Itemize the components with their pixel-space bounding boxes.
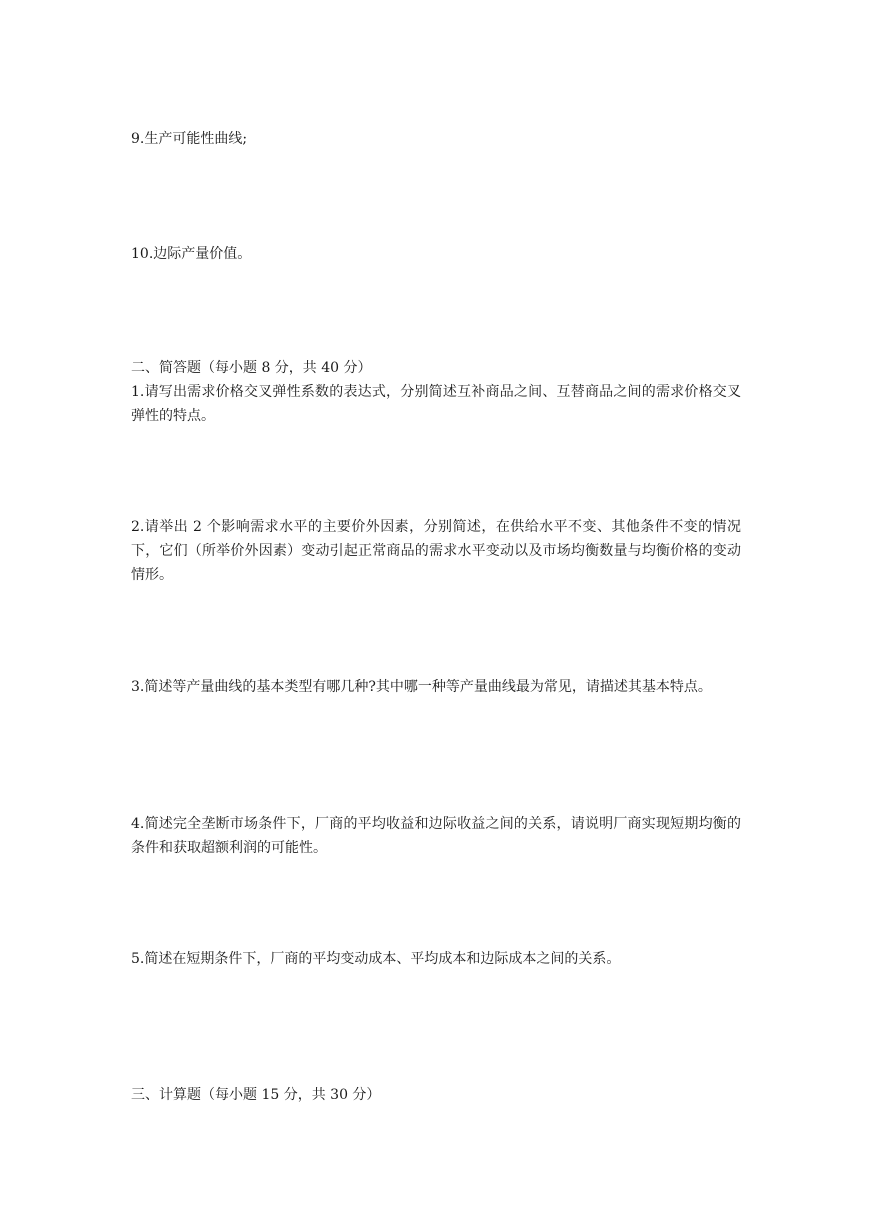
section-2-question-5-text: 5.简述在短期条件下，厂商的平均变动成本、平均成本和边际成本之间的关系。 [131,951,621,967]
section-2-question-1-text: 1.请写出需求价格交叉弹性系数的表达式，分别简述互补商品之间、互替商品之间的需求价格交叉弹性的特点。 [131,384,741,424]
section-2-question-3-text: 3.简述等产量曲线的基本类型有哪几种?其中哪一种等产量曲线最为常见，请描述其基本特点。 [131,679,712,695]
section-2-question-4-text: 4.简述完全垄断市场条件下，厂商的平均收益和边际收益之间的关系，请说明厂商实现短期均衡的条件和获取超额利润的可能性。 [131,816,741,856]
section-2-question-4 [131,812,741,860]
section-2-question-1 [131,380,741,428]
question-10-text: 10.边际产量价值。 [131,246,252,262]
question-9 [131,127,741,151]
section-2-question-2-text: 2.请举出 2 个影响需求水平的主要价外因素，分别简述，在供给水平不变、其他条件不变的情况下，它们（所举价外因素）变动引起正常商品的需求水平变动以及市场均衡数量与均衡价格的变动情形。 [131,519,741,583]
section-2-heading-text: 二、简答题（每小题 8 分，共 40 分） [131,360,372,376]
section-2-question-2 [131,515,741,587]
section-2-question-3 [131,675,741,699]
section-2-question-5 [131,947,741,971]
section-3-heading [131,1083,741,1107]
section-2-heading [131,356,741,380]
section-3-heading-text: 三、计算题（每小题 15 分，共 30 分） [131,1087,381,1103]
question-10 [131,242,741,266]
question-9-text: 9.生产可能性曲线; [131,131,248,147]
